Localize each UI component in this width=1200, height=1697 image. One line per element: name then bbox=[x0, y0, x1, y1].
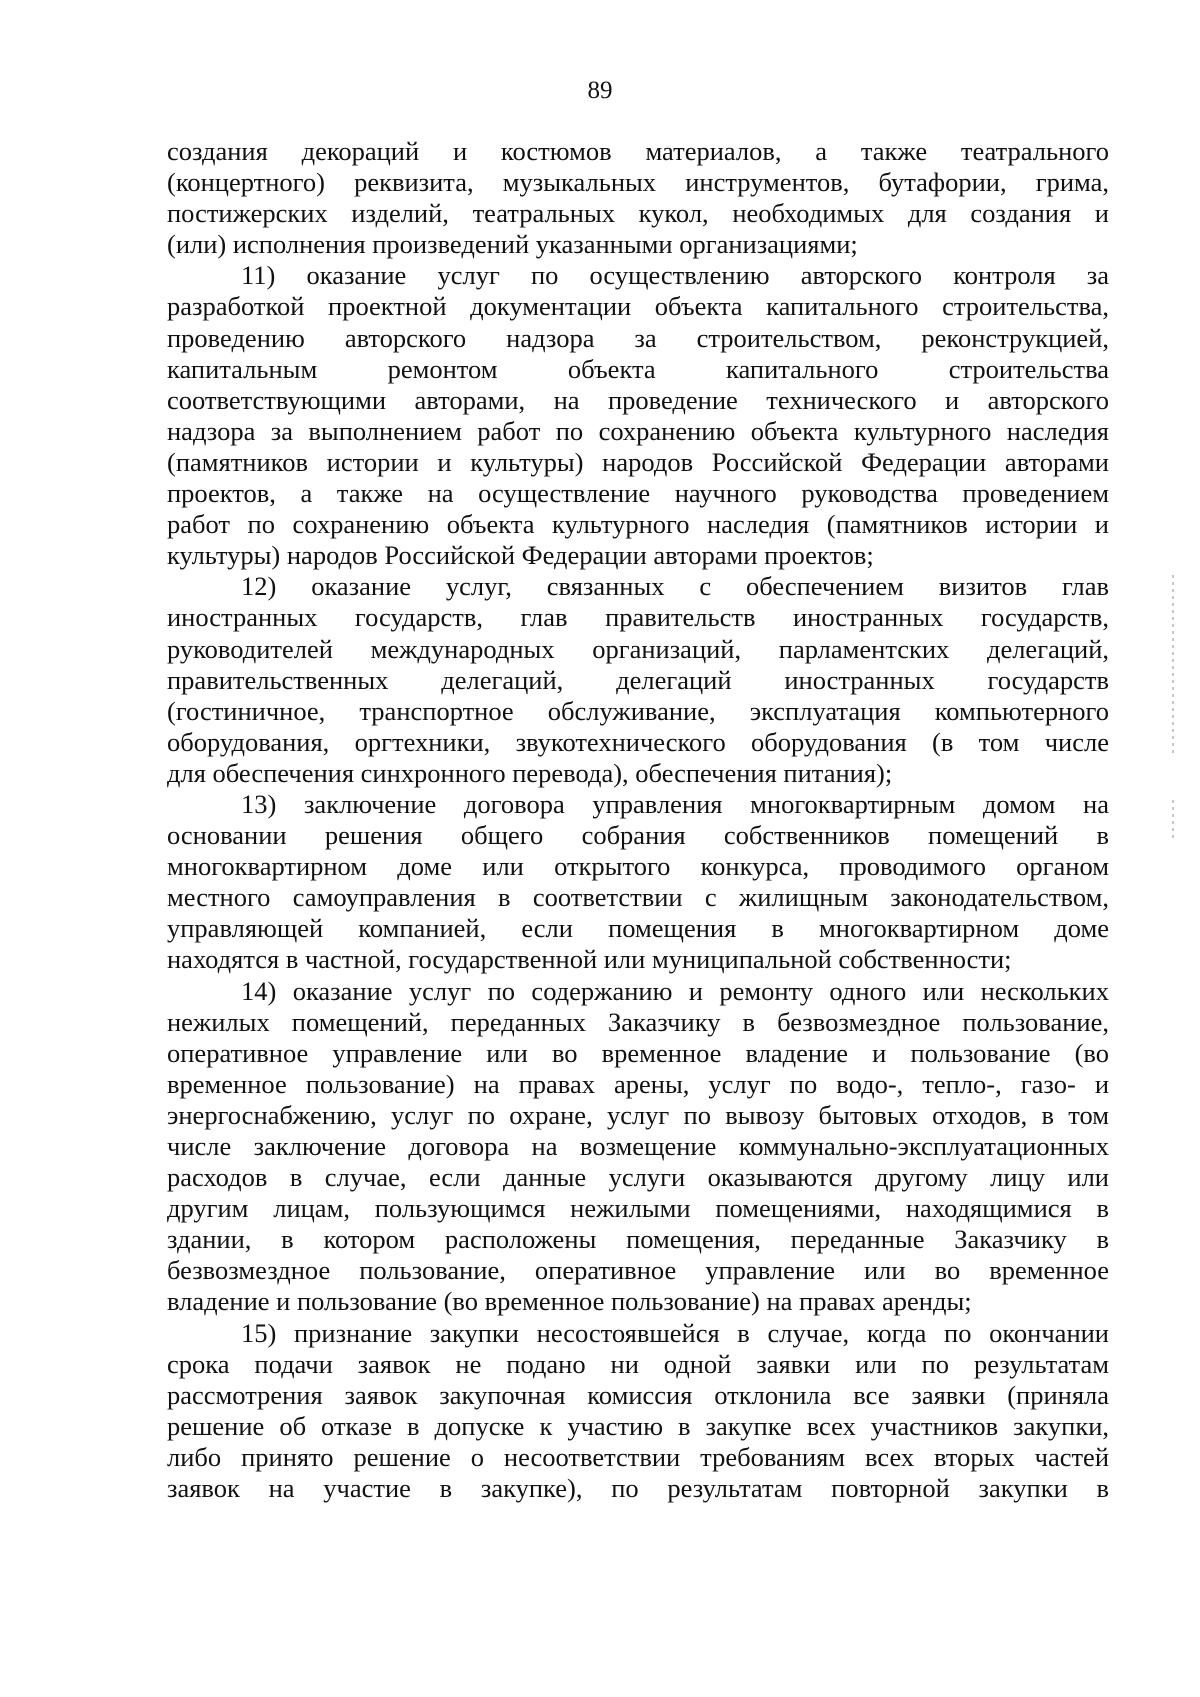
text-line: владение и пользование (во временное пользование) на правах аренды; bbox=[167, 1286, 972, 1317]
text-line: заявок на участие в закупке), по результатам повторной закупки в bbox=[167, 1473, 1109, 1504]
text-line: здании, в котором расположены помещения, переданные Заказчику в bbox=[167, 1224, 1109, 1255]
text-line: надзора за выполнением работ по сохранению объекта культурного наследия bbox=[167, 415, 1109, 446]
text-line: либо принято решение о несоответствии требованиям всех вторых частей bbox=[167, 1441, 1109, 1472]
scan-artifact-mark bbox=[1172, 575, 1174, 755]
text-line: числе заключение договора на возмещение коммунально-эксплуатационных bbox=[167, 1131, 1109, 1161]
text-line: управляющей компанией, если помещения в многоквартирном доме bbox=[167, 913, 1109, 944]
text-line: проведению авторского надзора за строительством, реконструкцией, bbox=[167, 322, 1109, 353]
text-line: временное пользование) на правах арены, услуг по водо-, тепло-, газо- и bbox=[167, 1068, 1109, 1099]
page-number: 89 bbox=[587, 77, 613, 104]
text-line: иностранных государств, глав правительств иностранных государств, bbox=[167, 602, 1109, 633]
text-line: культуры) народов Российской Федерации авторами проектов; bbox=[167, 540, 874, 571]
text-line: безвозмездное пользование, оперативное управление или во временное bbox=[167, 1255, 1109, 1286]
text-line: разработкой проектной документации объекта капитального строительства, bbox=[167, 291, 1109, 322]
text-line: местного самоуправления в соответствии с жилищным законодательством, bbox=[167, 882, 1109, 913]
paragraph-first-line: 12) оказание услуг, связанных с обеспечением визитов глав bbox=[241, 571, 1109, 602]
text-line: расходов в случае, если данные услуги оказываются другому лицу или bbox=[167, 1162, 1109, 1193]
paragraph-first-line: 13) заключение договора управления многоквартирным домом на bbox=[241, 788, 1109, 819]
text-line: для обеспечения синхронного перевода), обеспечения питания); bbox=[167, 757, 893, 788]
text-line: срока подачи заявок не подано ни одной заявки или по результатам bbox=[167, 1348, 1109, 1379]
text-line: нежилых помещений, переданных Заказчику в безвозмездное пользование, bbox=[167, 1006, 1109, 1037]
text-line: соответствующими авторами, на проведение технического и авторского bbox=[167, 384, 1109, 415]
paragraph-first-line: 15) признание закупки несостоявшейся в случае, когда по окончании bbox=[241, 1317, 1109, 1348]
scan-artifact-mark bbox=[1172, 800, 1174, 840]
text-line: создания декораций и костюмов материалов, а также театрального bbox=[167, 136, 1109, 166]
text-line: (гостиничное, транспортное обслуживание, эксплуатация компьютерного bbox=[167, 695, 1109, 726]
text-line: энергоснабжению, услуг по охране, услуг по вывозу бытовых отходов, в том bbox=[167, 1099, 1109, 1130]
text-line: рассмотрения заявок закупочная комиссия отклонила все заявки (приняла bbox=[167, 1379, 1109, 1410]
text-line: оперативное управление или во временное владение и пользование (во bbox=[167, 1037, 1109, 1068]
document-body bbox=[167, 136, 1109, 1504]
text-line: правительственных делегаций, делегаций иностранных государств bbox=[167, 664, 1109, 695]
paragraph-first-line: 14) оказание услуг по содержанию и ремонту одного или нескольких bbox=[241, 975, 1109, 1006]
text-line: проектов, а также на осуществление научного руководства проведением bbox=[167, 478, 1109, 509]
text-line: капитальным ремонтом объекта капитального строительства bbox=[167, 353, 1109, 384]
text-line: решение об отказе в допуске к участию в закупке всех участников закупки, bbox=[167, 1410, 1109, 1441]
text-line: руководителей международных организаций, парламентских делегаций, bbox=[167, 633, 1109, 664]
text-line: основании решения общего собрания собственников помещений в bbox=[167, 820, 1109, 851]
text-line: (концертного) реквизита, музыкальных инструментов, бутафории, грима, bbox=[167, 167, 1109, 198]
text-line: постижерских изделий, театральных кукол, необходимых для создания и bbox=[167, 198, 1109, 229]
text-line: находятся в частной, государственной или муниципальной собственности; bbox=[167, 944, 1012, 975]
text-line: другим лицам, пользующимся нежилыми помещениями, находящимися в bbox=[167, 1193, 1109, 1224]
text-line: (памятников истории и культуры) народов Российской Федерации авторами bbox=[167, 446, 1109, 477]
paragraph-first-line: 11) оказание услуг по осуществлению авторского контроля за bbox=[241, 260, 1109, 291]
text-line: (или) исполнения произведений указанными организациями; bbox=[167, 229, 858, 260]
text-line: работ по сохранению объекта культурного наследия (памятников истории и bbox=[167, 509, 1109, 540]
text-line: оборудования, оргтехники, звукотехнического оборудования (в том числе bbox=[167, 726, 1109, 757]
text-line: многоквартирном доме или открытого конкурса, проводимого органом bbox=[167, 851, 1109, 882]
